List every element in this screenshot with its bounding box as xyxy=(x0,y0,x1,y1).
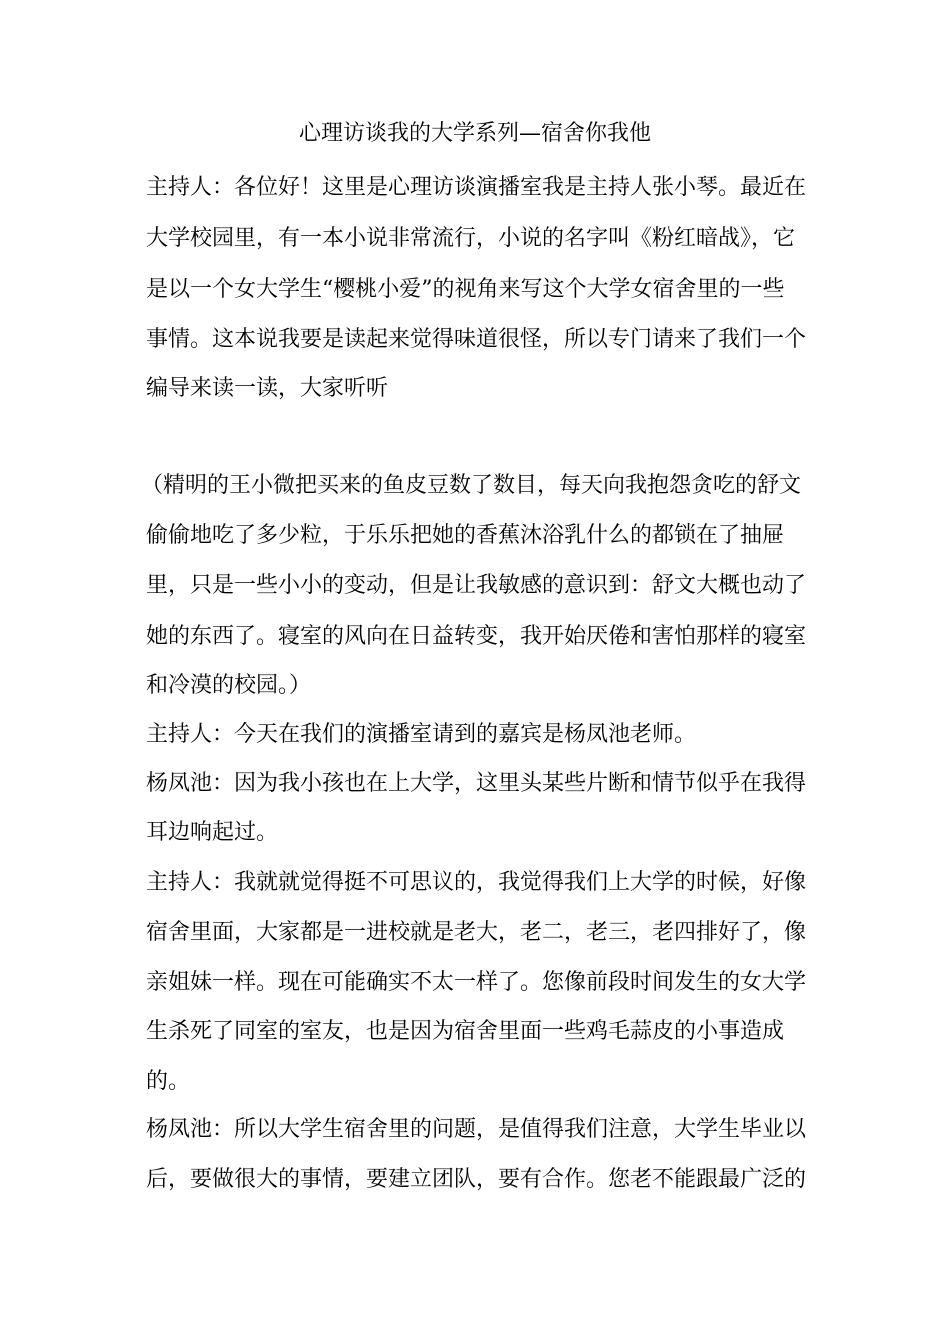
text-line: 的。 xyxy=(146,1069,191,1094)
text-line: 大学校园里，有一本小说非常流行，小说的名字叫《粉红暗战》，它 xyxy=(146,226,796,251)
text-line: 偷偷地吃了多少粒，于乐乐把她的香蕉沐浴乳什么的都锁在了抽屉 xyxy=(146,523,785,548)
text-line: 和冷漠的校园。） xyxy=(146,673,312,698)
text-line: 主持人：今天在我们的演播室请到的嘉宾是杨凤池老师。 xyxy=(146,722,697,747)
text-line: 事情。这本说我要是读起来觉得味道很怪，所以专门请来了我们一个 xyxy=(146,327,807,352)
text-line: 杨凤池：所以大学生宿舍里的问题，是值得我们注意，大学生毕业以 xyxy=(146,1117,807,1142)
text-line: 主持人：我就就觉得挺不可思议的，我觉得我们上大学的时候，好像 xyxy=(146,870,807,895)
text-line: 耳边响起过。 xyxy=(146,820,279,845)
text-line: 宿舍里面，大家都是一进校就是老大，老二，老三，老四排好了，像 xyxy=(146,920,807,945)
text-line: 她的东西了。寝室的风向在日益转变，我开始厌倦和害怕那样的寝室 xyxy=(146,624,807,649)
text-line: 杨凤池：因为我小孩也在上大学，这里头某些片断和情节似乎在我得 xyxy=(146,771,807,796)
text-line: （精明的王小微把买来的鱼皮豆数了数目，每天向我抱怨贪吃的舒文 xyxy=(141,473,802,498)
text-line: 后，要做很大的事情，要建立团队，要有合作。您老不能跟最广泛的 xyxy=(146,1167,807,1192)
text-line: 生杀死了同室的室友，也是因为宿舍里面一些鸡毛蒜皮的小事造成 xyxy=(146,1019,785,1044)
text-line: 亲姐妹一样。现在可能确实不太一样了。您像前段时间发生的女大学 xyxy=(146,970,807,995)
text-line: 编导来读一读，大家听听 xyxy=(146,376,389,401)
text-line: 里，只是一些小小的变动，但是让我敏感的意识到：舒文大概也动了 xyxy=(146,573,807,598)
text-line: 主持人：各位好！这里是心理访谈演播室我是主持人张小琴。最近在 xyxy=(146,175,807,200)
document-title: 心理访谈我的大学系列—宿舍你我他 xyxy=(298,121,651,146)
text-line: 是以一个女大学生“樱桃小爱”的视角来写这个大学女宿舍里的一些 xyxy=(146,277,785,302)
